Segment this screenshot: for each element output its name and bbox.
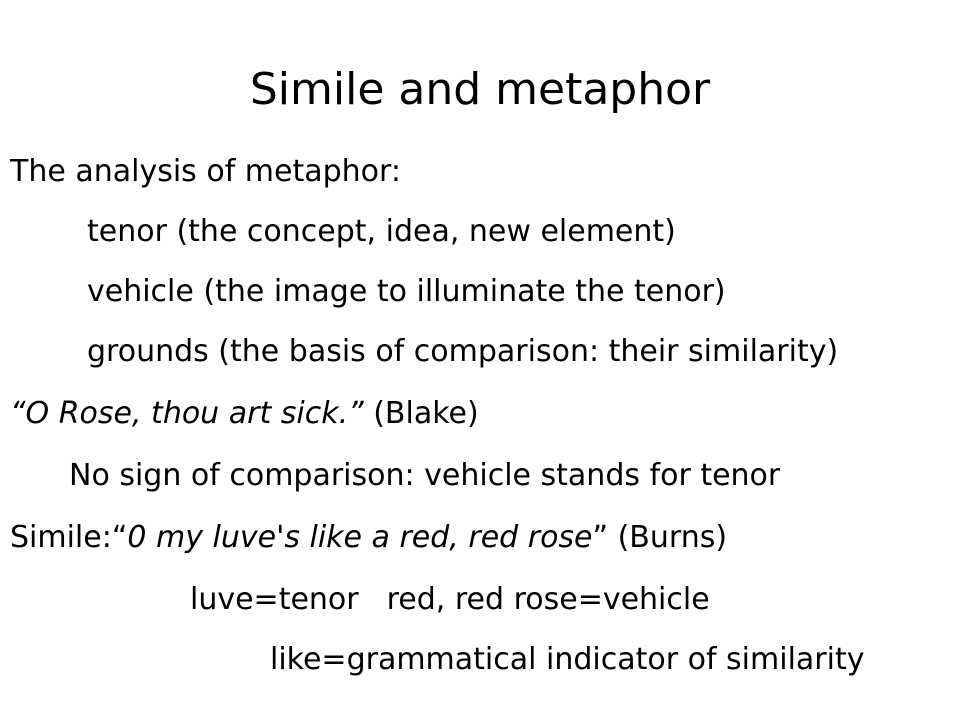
slide-title: Simile and metaphor: [249, 64, 711, 115]
blake-author: (Blake): [363, 396, 479, 431]
text-line-simile: [10, 518, 727, 558]
text-line-like: like=grammatical indicator of similarity: [270, 642, 865, 677]
burns-author: ” (Burns): [592, 520, 728, 555]
text-line-no-sign: No sign of comparison: vehicle stands for tenor: [69, 458, 781, 493]
burns-quote: 0 my luve's like a red, red rose: [127, 520, 593, 555]
blake-quote: “O Rose, thou art sick.”: [10, 396, 364, 431]
luve-tenor: luve=tenor: [190, 582, 359, 617]
simile-label: Simile:“: [10, 520, 128, 555]
text-line-blake: [10, 394, 479, 434]
rose-vehicle: red, red rose=vehicle: [386, 582, 710, 617]
text-line-grounds: grounds (the basis of comparison: their similarity): [87, 334, 839, 369]
text-line-vehicle: vehicle (the image to illuminate the tenor): [87, 274, 726, 309]
text-line-luve: [190, 580, 710, 620]
text-line-analysis: The analysis of metaphor:: [10, 154, 401, 189]
text-line-tenor: tenor (the concept, idea, new element): [87, 214, 676, 249]
